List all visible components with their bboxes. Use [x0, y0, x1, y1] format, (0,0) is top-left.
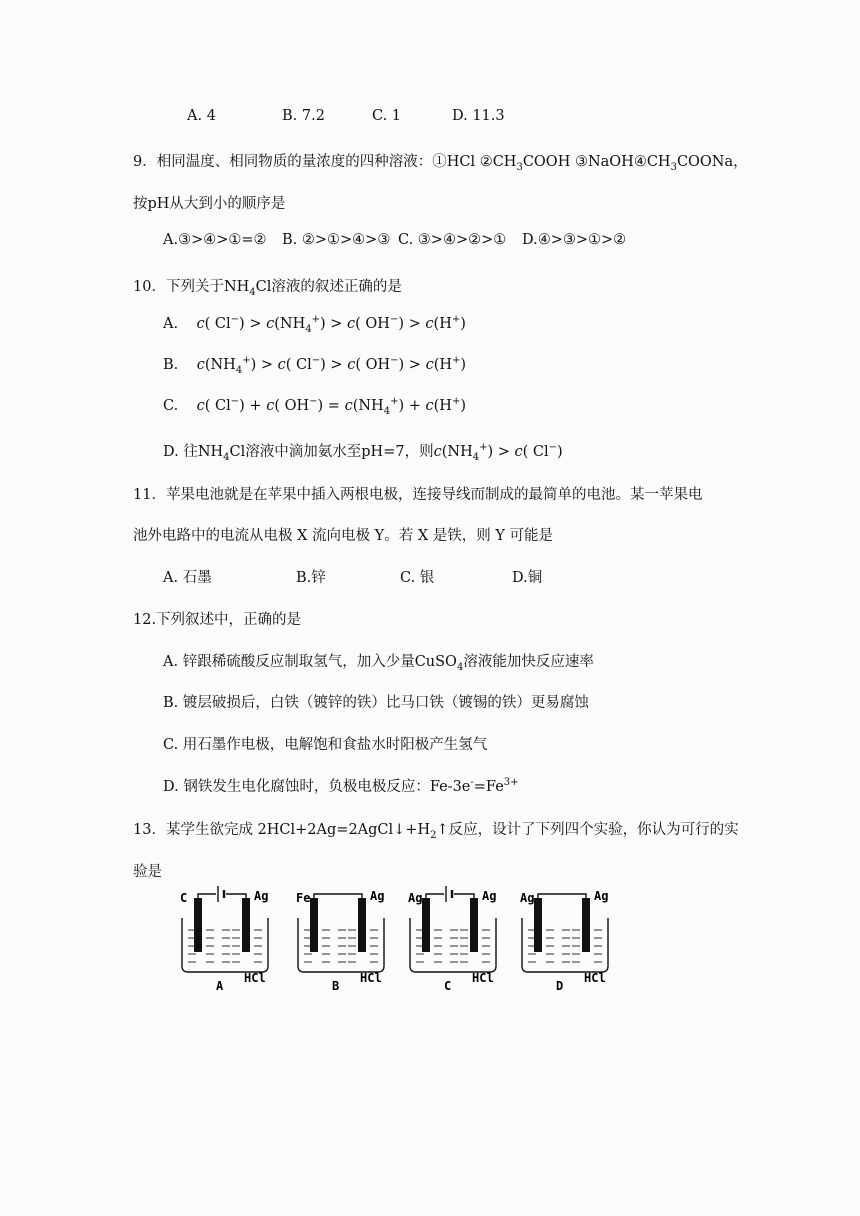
q10-option-a: A. c( $Cl^-) > c(NH_4^+) > c$( OH−) > c(H+): [163, 314, 466, 335]
q8-option-c: C. 1: [372, 108, 402, 124]
solution-label: HCl: [244, 971, 266, 985]
right-electrode: [242, 898, 250, 952]
q9-option-a: A.③>④>①=②: [163, 232, 267, 248]
right-electrode: [470, 898, 478, 952]
q11-option-b: B.锌: [296, 570, 326, 586]
diagram-label: D: [556, 979, 564, 993]
solution-label: HCl: [360, 971, 382, 985]
left-electrode-label: Ag: [408, 891, 423, 905]
left-electrode: [422, 898, 430, 952]
right-electrode-label: Ag: [254, 889, 269, 903]
q8-option-d: D. 11.3: [452, 108, 505, 124]
q13-stem-line2: 验是: [133, 864, 162, 880]
diagram-a: [178, 880, 278, 996]
q10-option-c: C. c( Cl−) + c( $OH^-) = c(NH_4^+) + c(H^+)$: [163, 396, 466, 417]
q9-option-d: D.④>③>①>②: [522, 232, 627, 248]
left-electrode-label: Ag: [520, 891, 535, 905]
left-electrode-label: Fe: [296, 891, 311, 905]
solution-label: HCl: [472, 971, 494, 985]
diagram-label: B: [332, 979, 340, 993]
diagram-c: [406, 880, 506, 996]
q8-option-a: A. 4: [187, 108, 216, 124]
left-electrode-label: C: [180, 891, 188, 905]
q12-option-d: D. 钢铁发生电化腐蚀时，负极电极反应：$Fe-3e^-=Fe^{3+}$: [163, 777, 519, 795]
wire: [538, 894, 586, 898]
q11-stem-line2: 池外电路中的电流从电极 X 流向电极 Y。若 X 是铁，则 Y 可能是: [133, 528, 554, 544]
q10-stem: 10．下列关于$NH_4Cl$溶液的叙述正确的是: [133, 279, 402, 298]
q9-stem: 9．相同温度、相同物质的量浓度的四种溶液：①HCl $②CH_3COOH$ $③NaOH④CH_3COONa$，: [133, 154, 748, 173]
left-electrode: [194, 898, 202, 952]
wire: [314, 894, 362, 898]
q9-option-c: C. ③>④>②>①: [398, 232, 507, 248]
q12-option-c: C. 用石墨作电极，电解饱和食盐水时阳极产生氢气: [163, 737, 488, 753]
q13-stem-line1: 13．某学生欲完成 $2HCl+2Ag=2AgCl↓+H_2↑$反应，设计了下列四个实验，你认为可行的实: [133, 822, 739, 841]
right-electrode-label: Ag: [482, 889, 497, 903]
diagram-label: A: [216, 979, 224, 993]
right-electrode-label: Ag: [370, 889, 385, 903]
diagram-label: C: [444, 979, 452, 993]
diagram-d: [518, 880, 618, 996]
q12-option-b: B. 镀层破损后，白铁（镀锌的铁）比马口铁（镀锡的铁）更易腐蚀: [163, 695, 589, 711]
left-electrode: [534, 898, 542, 952]
q9-stem-line2: 按pH从大到小的顺序是: [133, 196, 286, 212]
q11-stem-line1: 11．苹果电池就是在苹果中插入两根电极，连接导线而制成的最简单的电池。某一苹果电: [133, 487, 703, 503]
left-electrode: [310, 898, 318, 952]
q11-option-a: A. 石墨: [163, 570, 212, 586]
solution-label: HCl: [584, 971, 606, 985]
q12-option-a: A. 锌跟稀硫酸反应制取氢气，加入少量CuSO$_4$溶液能加快反应速率: [163, 654, 594, 673]
right-electrode: [582, 898, 590, 952]
q11-option-d: D.铜: [512, 570, 543, 586]
q10-option-d: D. 往$NH_4Cl$溶液中滴加氨水至pH=7，则$c(NH_4^+) > c$( Cl−): [163, 442, 563, 463]
diagram-b: [294, 880, 394, 996]
q8-option-b: B. 7.2: [282, 108, 325, 124]
q12-stem: 12.下列叙述中，正确的是: [133, 612, 302, 628]
q11-option-c: C. 银: [400, 570, 435, 586]
right-electrode-label: Ag: [594, 889, 609, 903]
q10-option-b: B. $c(NH_4^+) > c$( Cl−) > c( OH−) > c(H+): [163, 355, 467, 376]
right-electrode: [358, 898, 366, 952]
q9-option-b: B. ②>①>④>③: [282, 232, 391, 248]
